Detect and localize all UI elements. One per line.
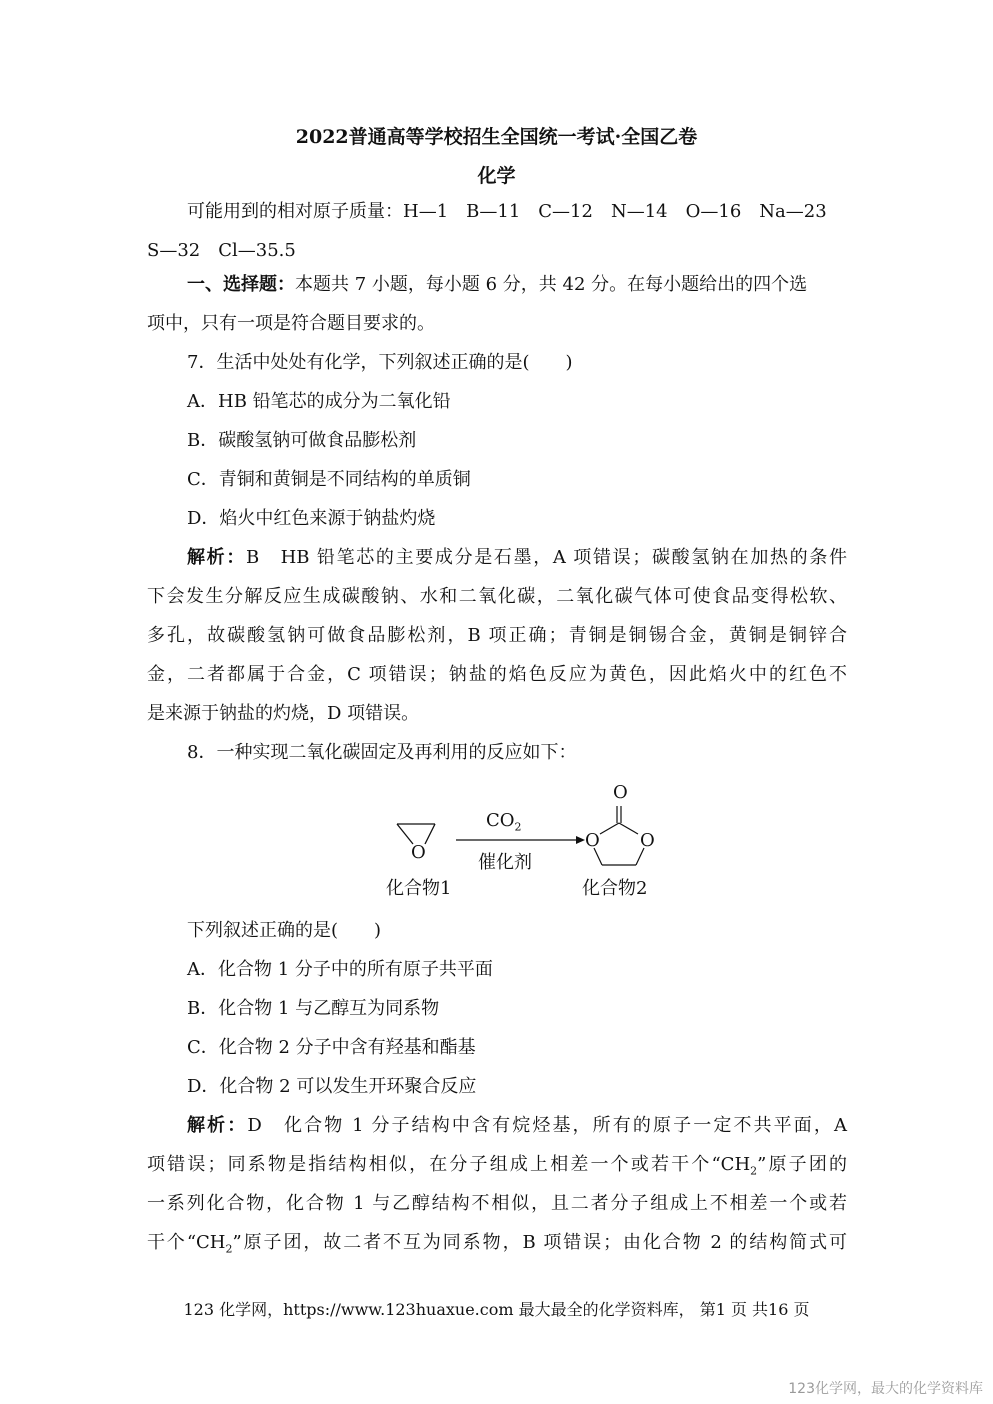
q7-option-c: C．青铜和黄铜是不同结构的单质铜 [187, 469, 471, 490]
q8-option-d: D．化合物 2 可以发生开环聚合反应 [187, 1076, 477, 1097]
q8-option-a: A．化合物 1 分子中的所有原子共平面 [187, 959, 493, 980]
q8-analysis-text1: D 化合物 1 分子结构中含有烷烃基，所有的原子一定不共平面，A [247, 1115, 848, 1136]
section-instructions-line2: 项中，只有一项是符合题目要求的。 [147, 313, 435, 334]
compound2-label: 化合物2 [582, 878, 648, 899]
q8-analysis-line3: 一系列化合物，化合物 1 与乙醇结构不相似，且二者分子组成上不相差一个或若 [147, 1193, 847, 1214]
q8-analysis-text2a: 项错误；同系物是指结构相似，在分子组成上相差一个或若干个“CH [147, 1154, 751, 1175]
ring-bond-c-o-left [600, 823, 619, 834]
ring-bond-c-o-right [619, 823, 638, 834]
q7-analysis-text1: B HB 铅笔芯的主要成分是石墨，A 项错误；碳酸氢钠在加热的条件 [246, 547, 848, 568]
ch2-subscript-2: 2 [225, 1242, 233, 1256]
q8-analysis-text4b: ”原子团，故二者不互为同系物，B 项错误；由化合物 2 的结构简式可 [232, 1232, 848, 1253]
section-text: 本题共 7 小题，每小题 6 分，共 42 分。在每小题给出的四个选 [295, 274, 808, 295]
q8-analysis-text4a: 干个“CH [147, 1232, 226, 1253]
reagent-formula: CO [486, 810, 515, 831]
epoxide-bond-left [397, 824, 413, 844]
atomic-masses-line1: 可能用到的相对原子质量：H—1 B—11 C—12 N—14 O—16 Na—23 [187, 201, 827, 222]
compound1-label: 化合物1 [386, 878, 452, 899]
reagent-subscript: 2 [514, 820, 522, 834]
q7-analysis-line1 [187, 545, 847, 571]
exam-subject: 化学 [477, 165, 516, 187]
q7-analysis-line4: 金，二者都属于合金，C 项错误；钠盐的焰色反应为黄色，因此焰火中的红色不 [147, 664, 847, 685]
q8-analysis-text2b: ”原子团的 [757, 1154, 847, 1175]
section-instructions-line1 [187, 272, 847, 298]
q7-analysis-line2: 下会发生分解反应生成碳酸钠、水和二氧化碳，二氧化碳气体可使食品变得松软、 [147, 586, 847, 607]
carbonyl-oxygen-label: O [613, 782, 628, 803]
q8-analysis-line4 [147, 1230, 847, 1263]
q8-question: 下列叙述正确的是( ) [187, 920, 382, 941]
q8-analysis-line2 [147, 1152, 847, 1185]
reaction-scheme [380, 778, 680, 908]
q8-option-c: C．化合物 2 分子中含有羟基和酯基 [187, 1037, 476, 1058]
q7-option-a: A．HB 铅笔芯的成分为二氧化铅 [187, 391, 451, 412]
ring-oxygen-left-label: O [585, 830, 600, 851]
atomic-masses-line2: S—32 Cl—35.5 [147, 240, 296, 261]
q8-analysis-line1 [187, 1113, 847, 1139]
q8-analysis-label: 解析： [187, 1115, 248, 1136]
ring-oxygen-right-label: O [640, 830, 655, 851]
ch2-subscript: 2 [750, 1164, 758, 1178]
q8-stem: 8．一种实现二氧化碳固定及再利用的反应如下： [187, 742, 577, 763]
q8-option-b: B．化合物 1 与乙醇互为同系物 [187, 998, 440, 1019]
q7-analysis-label: 解析： [187, 547, 247, 568]
reagent-label [486, 810, 522, 834]
epoxide-bond-right [425, 824, 435, 844]
watermark: 123化学网，最大的化学资料库 [788, 1381, 983, 1397]
catalyst-label: 催化剂 [478, 852, 532, 873]
arrow-head-icon [576, 836, 585, 844]
epoxide-oxygen-label: O [411, 842, 426, 863]
q7-option-d: D．焰火中红色来源于钠盐灼烧 [187, 508, 436, 529]
q7-stem: 7．生活中处处有化学，下列叙述正确的是( ) [187, 352, 573, 373]
page-footer: 123 化学网，https://www.123huaxue.com 最大最全的化学资料库， 第1 页 共16 页 [183, 1300, 810, 1319]
exam-title: 2022普通高等学校招生全国统一考试·全国乙卷 [295, 126, 698, 148]
q7-analysis-line3: 多孔，故碳酸氢钠可做食品膨松剂，B 项正确；青铜是铜锡合金，黄铜是铜锌合 [147, 625, 847, 646]
q7-option-b: B．碳酸氢钠可做食品膨松剂 [187, 430, 417, 451]
section-label: 一、选择题： [187, 274, 295, 295]
q7-analysis-line5: 是来源于钠盐的灼烧，D 项错误。 [147, 703, 420, 724]
